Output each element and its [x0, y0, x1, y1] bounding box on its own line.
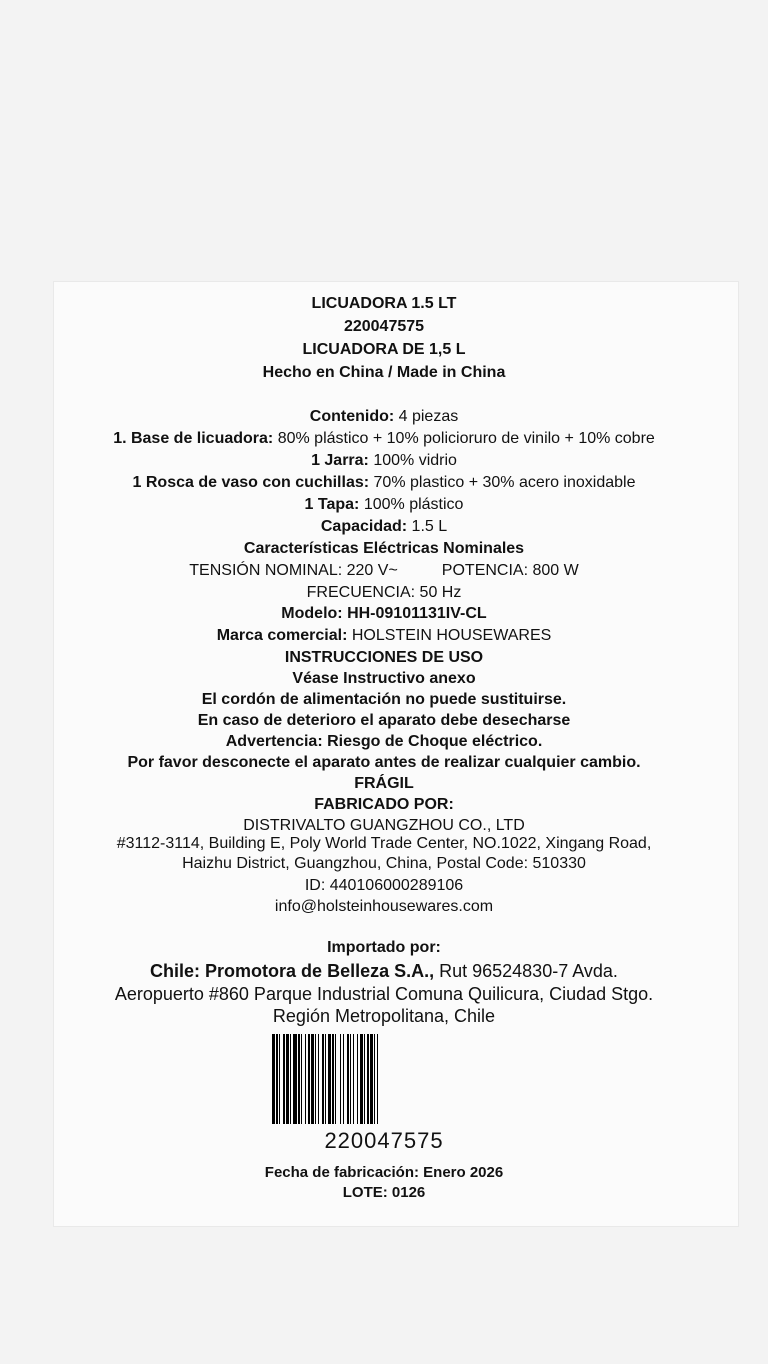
origin: Hecho en China / Made in China — [262, 364, 506, 381]
barcode-bar — [286, 1034, 289, 1124]
barcode-bar — [293, 1034, 297, 1124]
barcode-bar — [360, 1034, 363, 1124]
barcode-bar — [357, 1034, 358, 1124]
barcode-number: 220047575 — [324, 1128, 444, 1153]
manufacturer-address: Haizhu District, Guangzhou, China, Postal Code: 510330 — [182, 855, 586, 872]
product-title: LICUADORA 1.5 LT — [311, 295, 457, 312]
jarra: 1 Jarra: 100% vidrio — [311, 452, 457, 469]
barcode-bar — [377, 1034, 378, 1124]
barcode-bar — [305, 1034, 306, 1124]
barcode-bar — [276, 1034, 278, 1124]
manufacturer-title: FABRICADO POR: — [314, 796, 454, 813]
importer-title: Importado por: — [327, 939, 441, 956]
marca: Marca comercial: HOLSTEIN HOUSEWARES — [216, 627, 552, 644]
barcode-bar — [301, 1034, 302, 1124]
barcode-bar — [347, 1034, 349, 1124]
instruction-line: El cordón de alimentación no puede sustituirse. — [201, 691, 567, 708]
barcode-bar — [325, 1034, 326, 1124]
contenido: Contenido: 4 piezas — [309, 408, 459, 425]
product-name: LICUADORA DE 1,5 L — [302, 341, 466, 358]
barcode-bar — [332, 1034, 334, 1124]
tapa: 1 Tapa: 100% plástico — [304, 496, 464, 513]
barcode-bar — [315, 1034, 316, 1124]
instruction-line: Advertencia: Riesgo de Choque eléctrico. — [225, 733, 543, 750]
manufacturer-id: ID: 440106000289106 — [304, 877, 464, 894]
barcode-bar — [328, 1034, 331, 1124]
barcode-bar — [311, 1034, 314, 1124]
instruction-line: Véase Instructivo anexo — [292, 670, 476, 687]
manufacturer-address: #3112-3114, Building E, Poly World Trade Center, NO.1022, Xingang Road, — [116, 835, 652, 852]
instructions-title: INSTRUCCIONES DE USO — [284, 649, 484, 666]
barcode-bar — [322, 1034, 324, 1124]
barcode-bar — [353, 1034, 354, 1124]
manufacturer-name: DISTRIVALTO GUANGZHOU CO., LTD — [243, 817, 525, 834]
product-code: 220047575 — [343, 318, 425, 335]
lot-number: LOTE: 0126 — [342, 1184, 426, 1201]
electrical-title: Características Eléctricas Nominales — [243, 540, 525, 557]
barcode-bar — [367, 1034, 369, 1124]
fragile-notice: FRÁGIL — [354, 775, 414, 792]
barcode-bar — [279, 1034, 280, 1124]
barcode-bar — [272, 1034, 275, 1124]
barcode-bar — [335, 1034, 336, 1124]
barcode-bar — [298, 1034, 300, 1124]
barcode-bar — [343, 1034, 344, 1124]
frecuencia: FRECUENCIA: 50 Hz — [306, 584, 462, 601]
barcode-bar — [374, 1034, 375, 1124]
instruction-line: En caso de deterioro el aparato debe desecharse — [197, 712, 571, 729]
instruction-line: Por favor desconecte el aparato antes de realizar cualquier cambio. — [127, 754, 641, 771]
barcode-bar — [290, 1034, 291, 1124]
tension-potencia: TENSIÓN NOMINAL: 220 V~ POTENCIA: 800 W — [189, 562, 579, 579]
importer-company: Chile: Promotora de Belleza S.A., Rut 96524830-7 Avda. — [150, 961, 618, 981]
importer-address: Región Metropolitana, Chile — [272, 1006, 496, 1026]
base: 1. Base de licuadora: 80% plástico + 10% policioruro de vinilo + 10% cobre — [113, 430, 655, 447]
barcode-bar — [370, 1034, 373, 1124]
barcode-bar — [340, 1034, 341, 1124]
barcode-bar — [283, 1034, 285, 1124]
barcode-bar — [364, 1034, 365, 1124]
barcode-bar — [318, 1034, 319, 1124]
manufacture-date: Fecha de fabricación: Enero 2026 — [264, 1164, 504, 1181]
importer-address: Aeropuerto #860 Parque Industrial Comuna Quilicura, Ciudad Stgo. — [114, 984, 654, 1004]
barcode — [272, 1034, 508, 1124]
capacidad: Capacidad: 1.5 L — [320, 518, 448, 535]
barcode-bar — [308, 1034, 310, 1124]
barcode-bar — [350, 1034, 351, 1124]
rosca: 1 Rosca de vaso con cuchillas: 70% plastico + 30% acero inoxidable — [132, 474, 636, 491]
manufacturer-email: info@holsteinhousewares.com — [274, 898, 494, 915]
modelo: Modelo: HH-09101131IV-CL — [281, 605, 487, 622]
